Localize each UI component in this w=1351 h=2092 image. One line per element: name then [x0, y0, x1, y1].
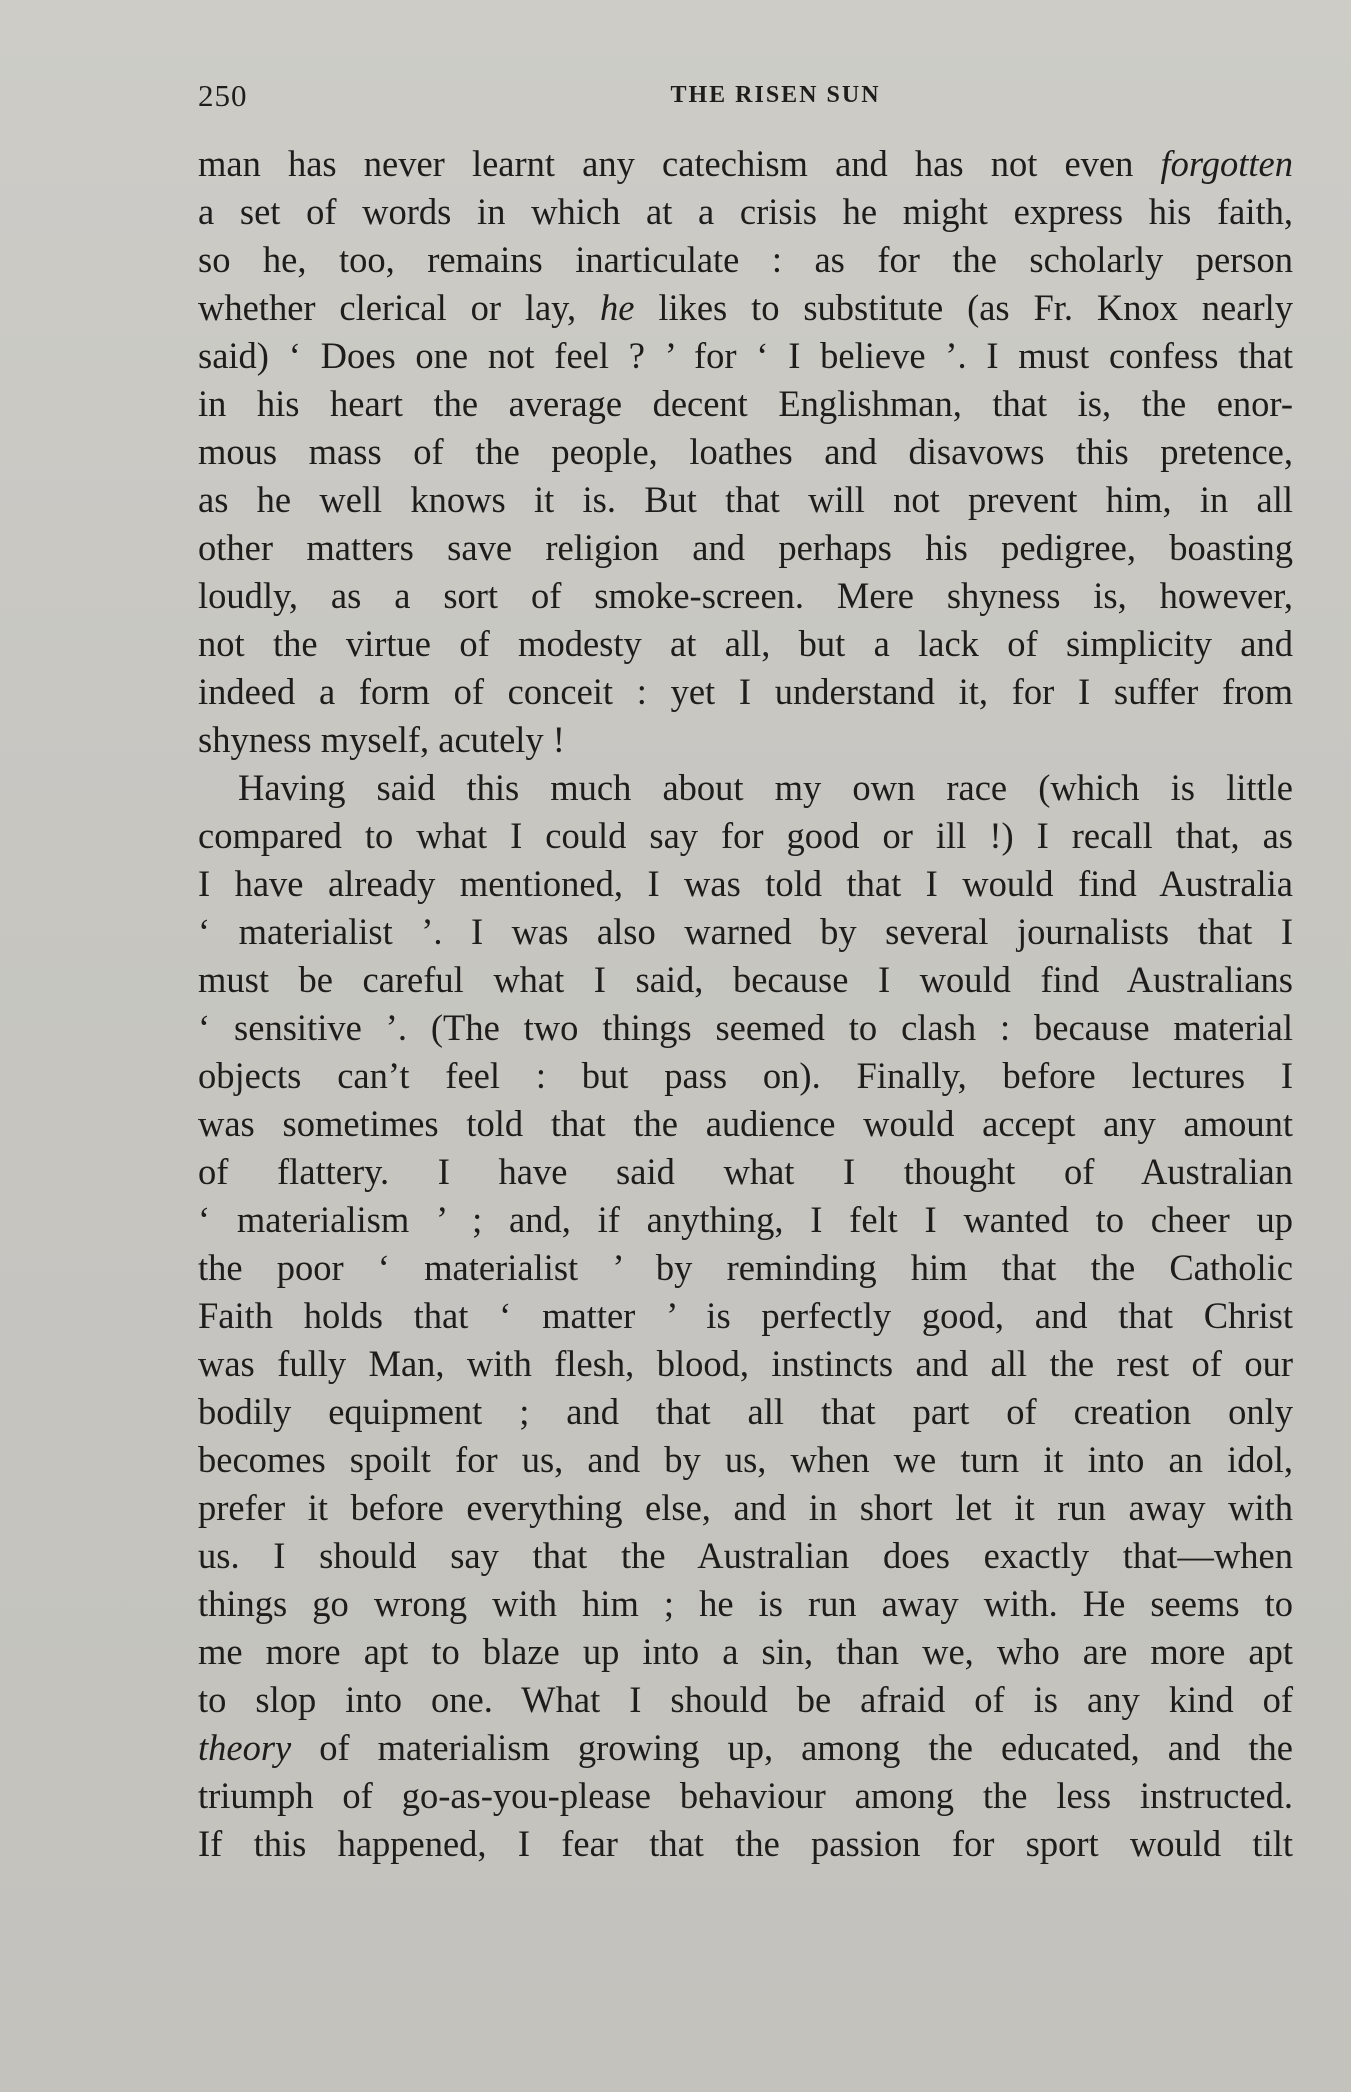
line-text: me more apt to blaze up into a sin, than we, who are more apt [198, 1631, 1293, 1672]
text-line [198, 284, 1293, 332]
page-number: 250 [198, 78, 248, 113]
text-line [198, 620, 1293, 668]
line-text-continued: likes to substitute (as Fr. Knox nearly [634, 287, 1294, 328]
line-text: compared to what I could say for good or ill !) I recall that, as [198, 815, 1293, 856]
text-line [198, 1628, 1293, 1676]
text-line [198, 908, 1293, 956]
line-text: loudly, as a sort of smoke-screen. Mere shyness is, however, [198, 575, 1293, 616]
text-line [198, 1292, 1293, 1340]
line-text: a set of words in which at a crisis he might express his faith, [198, 191, 1293, 232]
line-text: prefer it before everything else, and in short let it run away with [198, 1487, 1293, 1528]
line-text: as he well knows it is. But that will not prevent him, in all [198, 479, 1293, 520]
text-line [198, 1532, 1293, 1580]
text-line [198, 1820, 1293, 1868]
line-text: ‘ materialist ’. I was also warned by several journalists that I [198, 911, 1293, 952]
text-line [198, 956, 1293, 1004]
line-text: said) ‘ Does one not feel ? ’ for ‘ I believe ’. I must confess that [198, 335, 1293, 376]
line-text: mous mass of the people, loathes and disavows this pretence, [198, 431, 1293, 472]
line-text: Faith holds that ‘ matter ’ is perfectly good, and that Christ [198, 1295, 1293, 1336]
text-line [198, 1772, 1293, 1820]
line-text: so he, too, remains inarticulate : as for the scholarly person [198, 239, 1293, 280]
text-line [198, 1340, 1293, 1388]
line-text: man has never learnt any catechism and has not even [198, 143, 1161, 184]
line-text: of flattery. I have said what I thought of Australian [198, 1151, 1293, 1192]
text-line [198, 1580, 1293, 1628]
text-line [198, 812, 1293, 860]
text-line [198, 1676, 1293, 1724]
line-text: indeed a form of conceit : yet I understand it, for I suffer from [198, 671, 1293, 712]
text-line [198, 1100, 1293, 1148]
text-line [198, 428, 1293, 476]
text-line [198, 1388, 1293, 1436]
line-text: Having said this much about my own race (which is little [238, 767, 1293, 808]
line-text: things go wrong with him ; he is run away with. He seems to [198, 1583, 1293, 1624]
text-line [198, 140, 1293, 188]
line-text: must be careful what I said, because I would find Australians [198, 959, 1293, 1000]
line-text: us. I should say that the Australian does exactly that—when [198, 1535, 1293, 1576]
text-line [198, 1436, 1293, 1484]
italic-word: he [600, 287, 635, 328]
text-line [198, 1052, 1293, 1100]
text-line [198, 1196, 1293, 1244]
line-text: was sometimes told that the audience would accept any amount [198, 1103, 1293, 1144]
line-text: ‘ materialism ’ ; and, if anything, I felt I wanted to cheer up [198, 1199, 1293, 1240]
text-line [198, 1004, 1293, 1052]
line-text: in his heart the average decent Englishman, that is, the enor- [198, 383, 1293, 424]
body-text [198, 140, 1293, 1868]
line-text: If this happened, I fear that the passion for sport would tilt [198, 1823, 1293, 1864]
line-text: whether clerical or lay, [198, 287, 601, 328]
line-text: shyness myself, acutely ! [198, 719, 565, 760]
italic-word: theory [198, 1727, 292, 1768]
text-line [198, 476, 1293, 524]
line-text-continued: of materialism growing up, among the educated, and the [291, 1727, 1293, 1768]
text-line [198, 1484, 1293, 1532]
text-line [198, 860, 1293, 908]
text-line [198, 668, 1293, 716]
text-line [198, 380, 1293, 428]
line-text: not the virtue of modesty at all, but a lack of simplicity and [198, 623, 1293, 664]
text-line [198, 572, 1293, 620]
line-text: objects can’t feel : but pass on). Finally, before lectures I [198, 1055, 1293, 1096]
text-line [198, 332, 1293, 380]
text-line [198, 1244, 1293, 1292]
text-line [198, 188, 1293, 236]
line-text: triumph of go-as-you-please behaviour among the less instructed. [198, 1775, 1293, 1816]
line-text: the poor ‘ materialist ’ by reminding him that the Catholic [198, 1247, 1293, 1288]
text-line [198, 1148, 1293, 1196]
running-title: THE RISEN SUN [670, 82, 881, 108]
text-line [198, 716, 1293, 764]
text-line [198, 524, 1293, 572]
running-head [198, 74, 1293, 118]
line-text: to slop into one. What I should be afraid of is any kind of [198, 1679, 1293, 1720]
line-text: I have already mentioned, I was told that I would find Australia [198, 863, 1293, 904]
text-line [198, 1724, 1293, 1772]
line-text: becomes spoilt for us, and by us, when we turn it into an idol, [198, 1439, 1293, 1480]
line-text: ‘ sensitive ’. (The two things seemed to clash : because material [198, 1007, 1293, 1048]
line-text: was fully Man, with flesh, blood, instincts and all the rest of our [198, 1343, 1293, 1384]
italic-word: forgotten [1160, 143, 1293, 184]
text-line [198, 764, 1293, 812]
line-text: bodily equipment ; and that all that part of creation only [198, 1391, 1293, 1432]
line-text: other matters save religion and perhaps his pedigree, boasting [198, 527, 1293, 568]
text-line [198, 236, 1293, 284]
